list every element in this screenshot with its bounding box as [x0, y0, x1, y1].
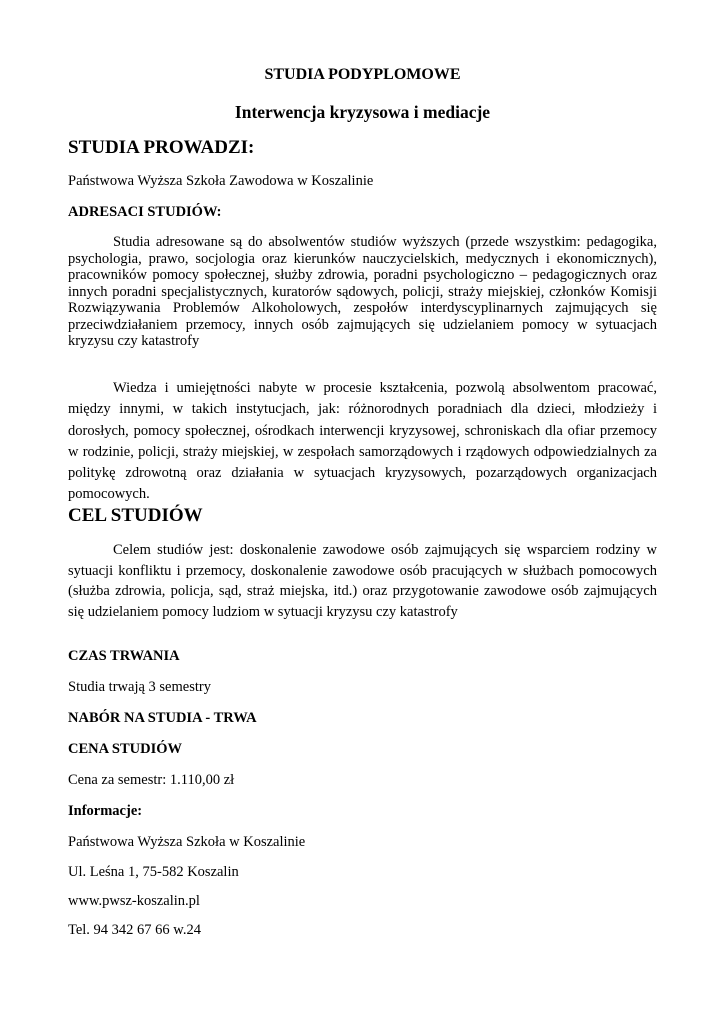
recruitment-heading: NABÓR NA STUDIA - TRWA	[68, 710, 257, 726]
duration-heading: CZAS TRWANIA	[68, 648, 180, 664]
duration-text: Studia trwają 3 semestry	[68, 679, 211, 695]
info-school: Państwowa Wyższa Szkoła w Koszalinie	[68, 834, 306, 850]
info-phone: Tel. 94 342 67 66 w.24	[68, 922, 201, 938]
document-subtitle: Interwencja kryzysowa i mediacje	[234, 102, 491, 122]
audience-paragraph-2: Wiedza i umiejętności nabyte w procesie kształcenia, pozwolą absolwentom pracować, między innymi, w takich instytucjach, jak: różnorodnych poradniach dla dzieci, młodzieży i dorosłych, pomocy społecznej, ośrodkach interwencji kryzysowej, schroniskach dla ofiar przemocy w rodzinie, policji, straży miejskiej, w zespołach samorządowych i rządowych odpowiedzialnych za politykę zdrowotną oraz działania w sytuacjach kryzysowych, pozarządowych organizacjach pomocowych.	[68, 380, 657, 503]
price-heading: CENA STUDIÓW	[68, 741, 183, 757]
goal-heading: CEL STUDIÓW	[68, 505, 203, 526]
audience-paragraph-1: Studia adresowane są do absolwentów studiów wyższych (przede wszystkim: pedagogika, psychologia, prawo, socjologia oraz kierunków nauczycielskich, medycznych i ekonomicznych), pracowników pomocy społecznej, służby zdrowia, poradni psychologiczno – pedagogicznych oraz innych poradni specjalistycznych, kuratorów sądowych, policji, straży miejskiej, członków Komisji Rozwiązywania Problemów Alkoholowych, zespołów interdyscyplinarnych zajmujących się przeciwdziałaniem przemocy, innych osób zajmujących się udzielaniem pomocy w sytuacjach kryzysu czy katastrofy	[68, 234, 657, 349]
organizer-heading: STUDIA PROWADZI:	[68, 137, 255, 158]
goal-paragraph: Celem studiów jest: doskonalenie zawodowe osób zajmujących się wsparciem rodziny w sytuacji konfliktu i przemocy, doskonalenie zawodowe osób pracujących w służbach pomocowych (służba zdrowia, policja, sąd, straż miejska, itd.) oraz przygotowanie zawodowe osób zajmujących się udzielaniem pomocy ludziom w sytuacji kryzysu czy katastrofy	[68, 542, 657, 620]
document-title: STUDIA PODYPLOMOWE	[264, 66, 461, 83]
info-address: Ul. Leśna 1, 75-582 Koszalin	[68, 864, 239, 880]
info-heading: Informacje:	[68, 803, 143, 819]
price-text: Cena za semestr: 1.110,00 zł	[68, 772, 235, 788]
audience-heading: ADRESACI STUDIÓW:	[68, 204, 222, 220]
organizer-name: Państwowa Wyższa Szkoła Zawodowa w Koszalinie	[68, 173, 374, 189]
info-website[interactable]: www.pwsz-koszalin.pl	[68, 893, 200, 909]
